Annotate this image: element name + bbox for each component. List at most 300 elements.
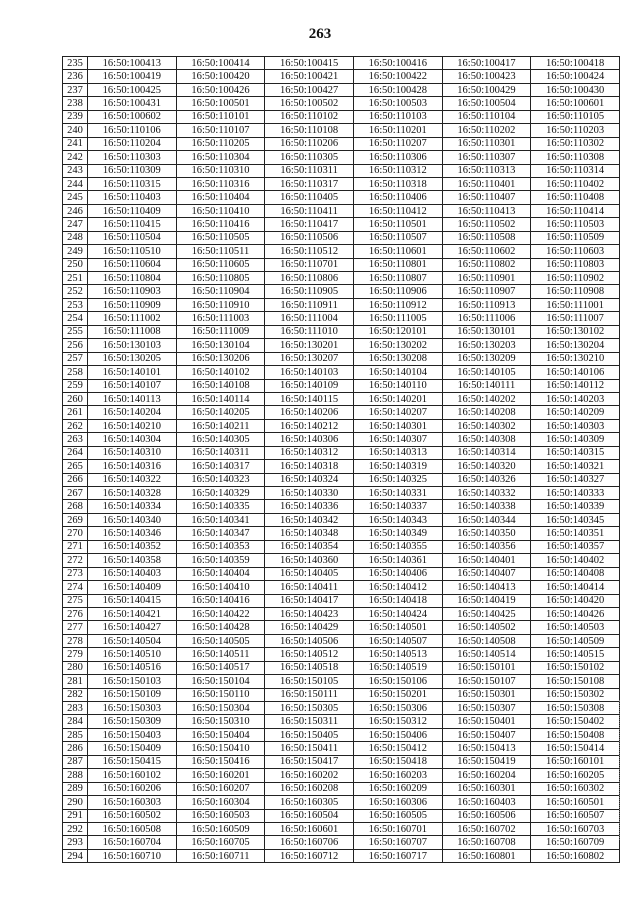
cadastral-number-cell: 16:50:150101 xyxy=(442,661,531,674)
table-row xyxy=(63,298,620,311)
cadastral-number-cell: 16:50:140414 xyxy=(531,581,620,594)
cadastral-number-cell: 16:50:160509 xyxy=(176,822,265,835)
cadastral-number-cell: 16:50:140307 xyxy=(353,433,442,446)
cadastral-number-cell: 16:50:111010 xyxy=(265,325,354,338)
row-number-cell: 245 xyxy=(63,191,88,204)
cadastral-number-cell: 16:50:140422 xyxy=(176,607,265,620)
cadastral-number-cell: 16:50:160202 xyxy=(265,769,354,782)
cadastral-number-cell: 16:50:150409 xyxy=(88,742,177,755)
cadastral-number-cell: 16:50:140509 xyxy=(531,634,620,647)
cadastral-number-cell: 16:50:150308 xyxy=(531,702,620,715)
table-row xyxy=(63,191,620,204)
cadastral-number-cell: 16:50:110503 xyxy=(531,218,620,231)
cadastral-number-cell: 16:50:150416 xyxy=(176,755,265,768)
cadastral-number-cell: 16:50:140511 xyxy=(176,648,265,661)
cadastral-number-cell: 16:50:140334 xyxy=(88,500,177,513)
cadastral-number-cell: 16:50:140429 xyxy=(265,621,354,634)
cadastral-number-cell: 16:50:150310 xyxy=(176,715,265,728)
cadastral-number-cell: 16:50:140351 xyxy=(531,527,620,540)
cadastral-number-cell: 16:50:110317 xyxy=(265,177,354,190)
cadastral-number-cell: 16:50:140405 xyxy=(265,567,354,580)
cadastral-number-cell: 16:50:150108 xyxy=(531,675,620,688)
cadastral-number-cell: 16:50:140314 xyxy=(442,446,531,459)
cadastral-number-cell: 16:50:150106 xyxy=(353,675,442,688)
table-row xyxy=(63,728,620,741)
cadastral-number-cell: 16:50:100420 xyxy=(176,70,265,83)
table-row xyxy=(63,392,620,405)
cadastral-number-cell: 16:50:110318 xyxy=(353,177,442,190)
cadastral-number-cell: 16:50:150306 xyxy=(353,702,442,715)
row-number-cell: 260 xyxy=(63,392,88,405)
scan-margin-marks xyxy=(619,700,638,840)
row-number-cell: 254 xyxy=(63,312,88,325)
cadastral-number-cell: 16:50:140115 xyxy=(265,392,354,405)
cadastral-number-cell: 16:50:130201 xyxy=(265,339,354,352)
cadastral-number-cell: 16:50:150403 xyxy=(88,728,177,741)
cadastral-number-cell: 16:50:140360 xyxy=(265,554,354,567)
cadastral-number-cell: 16:50:150201 xyxy=(353,688,442,701)
cadastral-number-cell: 16:50:160708 xyxy=(442,836,531,849)
cadastral-number-cell: 16:50:110701 xyxy=(265,258,354,271)
cadastral-number-cell: 16:50:110415 xyxy=(88,218,177,231)
cadastral-number-cell: 16:50:160712 xyxy=(265,849,354,862)
cadastral-number-cell: 16:50:110605 xyxy=(176,258,265,271)
cadastral-number-cell: 16:50:110905 xyxy=(265,285,354,298)
cadastral-number-cell: 16:50:160702 xyxy=(442,822,531,835)
table-row xyxy=(63,500,620,513)
row-number-cell: 280 xyxy=(63,661,88,674)
cadastral-number-cell: 16:50:140310 xyxy=(88,446,177,459)
cadastral-number-cell: 16:50:120101 xyxy=(353,325,442,338)
cadastral-number-cell: 16:50:140202 xyxy=(442,392,531,405)
cadastral-number-cell: 16:50:160201 xyxy=(176,769,265,782)
cadastral-number-cell: 16:50:110306 xyxy=(353,151,442,164)
cadastral-number-cell: 16:50:140507 xyxy=(353,634,442,647)
cadastral-number-cell: 16:50:150408 xyxy=(531,728,620,741)
cadastral-number-cell: 16:50:140112 xyxy=(531,379,620,392)
cadastral-number-cell: 16:50:140205 xyxy=(176,406,265,419)
cadastral-number-cell: 16:50:140331 xyxy=(353,487,442,500)
cadastral-number-cell: 16:50:140330 xyxy=(265,487,354,500)
cadastral-number-cell: 16:50:110205 xyxy=(176,137,265,150)
row-number-cell: 258 xyxy=(63,366,88,379)
cadastral-number-cell: 16:50:140419 xyxy=(442,594,531,607)
cadastral-number-cell: 16:50:111002 xyxy=(88,312,177,325)
cadastral-number-cell: 16:50:110411 xyxy=(265,204,354,217)
row-number-cell: 238 xyxy=(63,97,88,110)
row-number-cell: 264 xyxy=(63,446,88,459)
cadastral-number-cell: 16:50:160208 xyxy=(265,782,354,795)
cadastral-number-cell: 16:50:111009 xyxy=(176,325,265,338)
cadastral-number-cell: 16:50:140402 xyxy=(531,554,620,567)
cadastral-number-cell: 16:50:110309 xyxy=(88,164,177,177)
table-row xyxy=(63,406,620,419)
table-row xyxy=(63,272,620,285)
cadastral-number-cell: 16:50:150107 xyxy=(442,675,531,688)
cadastral-number-cell: 16:50:140353 xyxy=(176,540,265,553)
cadastral-number-cell: 16:50:111008 xyxy=(88,325,177,338)
row-number-cell: 262 xyxy=(63,419,88,432)
cadastral-number-cell: 16:50:130206 xyxy=(176,352,265,365)
cadastral-number-cell: 16:50:110314 xyxy=(531,164,620,177)
cadastral-number-cell: 16:50:130104 xyxy=(176,339,265,352)
cadastral-number-cell: 16:50:110304 xyxy=(176,151,265,164)
cadastral-number-cell: 16:50:140427 xyxy=(88,621,177,634)
cadastral-number-cell: 16:50:150302 xyxy=(531,688,620,701)
cadastral-number-cell: 16:50:140311 xyxy=(176,446,265,459)
cadastral-number-cell: 16:50:150412 xyxy=(353,742,442,755)
cadastral-number-cell: 16:50:140313 xyxy=(353,446,442,459)
cadastral-number-cell: 16:50:140346 xyxy=(88,527,177,540)
cadastral-number-cell: 16:50:100429 xyxy=(442,83,531,96)
row-number-cell: 259 xyxy=(63,379,88,392)
table-row xyxy=(63,796,620,809)
cadastral-number-cell: 16:50:160302 xyxy=(531,782,620,795)
cadastral-number-cell: 16:50:160710 xyxy=(88,849,177,862)
row-number-cell: 249 xyxy=(63,245,88,258)
row-number-cell: 267 xyxy=(63,487,88,500)
cadastral-number-cell: 16:50:140319 xyxy=(353,460,442,473)
row-number-cell: 281 xyxy=(63,675,88,688)
table-row xyxy=(63,379,620,392)
cadastral-number-cell: 16:50:110408 xyxy=(531,191,620,204)
cadastral-number-cell: 16:50:110904 xyxy=(176,285,265,298)
cadastral-number-cell: 16:50:160701 xyxy=(353,822,442,835)
cadastral-number-cell: 16:50:111001 xyxy=(531,298,620,311)
cadastral-number-cell: 16:50:110604 xyxy=(88,258,177,271)
cadastral-number-cell: 16:50:150415 xyxy=(88,755,177,768)
table-row xyxy=(63,218,620,231)
cadastral-number-cell: 16:50:160717 xyxy=(353,849,442,862)
table-row xyxy=(63,607,620,620)
cadastral-number-cell: 16:50:140357 xyxy=(531,540,620,553)
table-row xyxy=(63,97,620,110)
cadastral-number-cell: 16:50:150309 xyxy=(88,715,177,728)
cadastral-number-cell: 16:50:140501 xyxy=(353,621,442,634)
cadastral-number-cell: 16:50:100428 xyxy=(353,83,442,96)
cadastral-number-cell: 16:50:110404 xyxy=(176,191,265,204)
cadastral-number-cell: 16:50:140114 xyxy=(176,392,265,405)
cadastral-number-cell: 16:50:160203 xyxy=(353,769,442,782)
cadastral-number-cell: 16:50:110906 xyxy=(353,285,442,298)
cadastral-number-cell: 16:50:110804 xyxy=(88,272,177,285)
row-number-cell: 253 xyxy=(63,298,88,311)
row-number-cell: 284 xyxy=(63,715,88,728)
cadastral-number-cell: 16:50:160304 xyxy=(176,796,265,809)
cadastral-number-cell: 16:50:140359 xyxy=(176,554,265,567)
cadastral-number-cell: 16:50:100423 xyxy=(442,70,531,83)
row-number-cell: 275 xyxy=(63,594,88,607)
cadastral-number-cell: 16:50:110907 xyxy=(442,285,531,298)
table-row xyxy=(63,702,620,715)
cadastral-number-cell: 16:50:160508 xyxy=(88,822,177,835)
table-row xyxy=(63,204,620,217)
cadastral-number-cell: 16:50:140354 xyxy=(265,540,354,553)
cadastral-number-cell: 16:50:150312 xyxy=(353,715,442,728)
cadastral-number-cell: 16:50:100601 xyxy=(531,97,620,110)
cadastral-number-cell: 16:50:110405 xyxy=(265,191,354,204)
cadastral-number-cell: 16:50:140305 xyxy=(176,433,265,446)
cadastral-number-cell: 16:50:140328 xyxy=(88,487,177,500)
cadastral-number-cell: 16:50:110402 xyxy=(531,177,620,190)
row-number-cell: 269 xyxy=(63,513,88,526)
cadastral-number-cell: 16:50:140407 xyxy=(442,567,531,580)
row-number-cell: 288 xyxy=(63,769,88,782)
cadastral-number-cell: 16:50:100427 xyxy=(265,83,354,96)
cadastral-number-cell: 16:50:100426 xyxy=(176,83,265,96)
cadastral-number-cell: 16:50:160504 xyxy=(265,809,354,822)
cadastral-number-cell: 16:50:140428 xyxy=(176,621,265,634)
cadastral-number-cell: 16:50:140518 xyxy=(265,661,354,674)
table-row xyxy=(63,648,620,661)
cadastral-number-cell: 16:50:110406 xyxy=(353,191,442,204)
cadastral-number-cell: 16:50:140308 xyxy=(442,433,531,446)
cadastral-number-cell: 16:50:110602 xyxy=(442,245,531,258)
cadastral-number-cell: 16:50:110104 xyxy=(442,110,531,123)
cadastral-number-cell: 16:50:110311 xyxy=(265,164,354,177)
cadastral-number-cell: 16:50:160507 xyxy=(531,809,620,822)
cadastral-number-cell: 16:50:110312 xyxy=(353,164,442,177)
row-number-cell: 276 xyxy=(63,607,88,620)
cadastral-number-cell: 16:50:110504 xyxy=(88,231,177,244)
row-number-cell: 277 xyxy=(63,621,88,634)
cadastral-number-cell: 16:50:110202 xyxy=(442,124,531,137)
cadastral-number-cell: 16:50:140329 xyxy=(176,487,265,500)
cadastral-number-cell: 16:50:140327 xyxy=(531,473,620,486)
table-row xyxy=(63,151,620,164)
cadastral-number-cell: 16:50:130205 xyxy=(88,352,177,365)
cadastral-number-cell: 16:50:150414 xyxy=(531,742,620,755)
cadastral-number-cell: 16:50:140107 xyxy=(88,379,177,392)
cadastral-number-cell: 16:50:150404 xyxy=(176,728,265,741)
cadastral-number-cell: 16:50:130202 xyxy=(353,339,442,352)
row-number-cell: 287 xyxy=(63,755,88,768)
cadastral-number-cell: 16:50:140345 xyxy=(531,513,620,526)
cadastral-number-cell: 16:50:110911 xyxy=(265,298,354,311)
cadastral-number-cell: 16:50:130207 xyxy=(265,352,354,365)
cadastral-number-cell: 16:50:150418 xyxy=(353,755,442,768)
table-row xyxy=(63,567,620,580)
cadastral-number-cell: 16:50:140104 xyxy=(353,366,442,379)
cadastral-number-cell: 16:50:140343 xyxy=(353,513,442,526)
cadastral-number-cell: 16:50:140510 xyxy=(88,648,177,661)
table-row xyxy=(63,675,620,688)
cadastral-number-cell: 16:50:110414 xyxy=(531,204,620,217)
cadastral-number-cell: 16:50:140426 xyxy=(531,607,620,620)
cadastral-number-cell: 16:50:110403 xyxy=(88,191,177,204)
cadastral-number-cell: 16:50:111004 xyxy=(265,312,354,325)
table-row xyxy=(63,137,620,150)
cadastral-number-cell: 16:50:110313 xyxy=(442,164,531,177)
cadastral-number-cell: 16:50:140502 xyxy=(442,621,531,634)
cadastral-number-cell: 16:50:100418 xyxy=(531,57,620,70)
table-row xyxy=(63,110,620,123)
cadastral-number-cell: 16:50:100414 xyxy=(176,57,265,70)
row-number-cell: 246 xyxy=(63,204,88,217)
cadastral-number-cell: 16:50:150103 xyxy=(88,675,177,688)
cadastral-number-cell: 16:50:140339 xyxy=(531,500,620,513)
cadastral-number-cell: 16:50:100416 xyxy=(353,57,442,70)
cadastral-number-cell: 16:50:140323 xyxy=(176,473,265,486)
cadastral-number-cell: 16:50:140519 xyxy=(353,661,442,674)
row-number-cell: 272 xyxy=(63,554,88,567)
cadastral-number-cell: 16:50:110302 xyxy=(531,137,620,150)
cadastral-number-cell: 16:50:140355 xyxy=(353,540,442,553)
table-body xyxy=(63,57,620,863)
cadastral-number-cell: 16:50:140425 xyxy=(442,607,531,620)
cadastral-number-cell: 16:50:140344 xyxy=(442,513,531,526)
table-row xyxy=(63,540,620,553)
cadastral-number-cell: 16:50:100431 xyxy=(88,97,177,110)
cadastral-number-cell: 16:50:130208 xyxy=(353,352,442,365)
cadastral-number-cell: 16:50:140113 xyxy=(88,392,177,405)
table-row xyxy=(63,634,620,647)
cadastral-number-cell: 16:50:111007 xyxy=(531,312,620,325)
cadastral-number-cell: 16:50:160709 xyxy=(531,836,620,849)
cadastral-number-cell: 16:50:150311 xyxy=(265,715,354,728)
cadastral-number-cell: 16:50:140338 xyxy=(442,500,531,513)
cadastral-number-cell: 16:50:140316 xyxy=(88,460,177,473)
cadastral-number-cell: 16:50:140410 xyxy=(176,581,265,594)
cadastral-number-cell: 16:50:150111 xyxy=(265,688,354,701)
cadastral-number-cell: 16:50:110910 xyxy=(176,298,265,311)
cadastral-number-cell: 16:50:140315 xyxy=(531,446,620,459)
cadastral-number-cell: 16:50:110508 xyxy=(442,231,531,244)
cadastral-number-cell: 16:50:140333 xyxy=(531,487,620,500)
table-row xyxy=(63,594,620,607)
cadastral-number-cell: 16:50:110413 xyxy=(442,204,531,217)
row-number-cell: 270 xyxy=(63,527,88,540)
cadastral-number-cell: 16:50:111003 xyxy=(176,312,265,325)
cadastral-number-cell: 16:50:140111 xyxy=(442,379,531,392)
cadastral-number-cell: 16:50:110401 xyxy=(442,177,531,190)
cadastral-number-cell: 16:50:110908 xyxy=(531,285,620,298)
cadastral-number-cell: 16:50:140105 xyxy=(442,366,531,379)
cadastral-number-cell: 16:50:140406 xyxy=(353,567,442,580)
cadastral-number-cell: 16:50:110506 xyxy=(265,231,354,244)
cadastral-number-cell: 16:50:140312 xyxy=(265,446,354,459)
row-number-cell: 278 xyxy=(63,634,88,647)
cadastral-number-cell: 16:50:160703 xyxy=(531,822,620,835)
cadastral-number-cell: 16:50:160705 xyxy=(176,836,265,849)
cadastral-number-cell: 16:50:100502 xyxy=(265,97,354,110)
cadastral-number-cell: 16:50:100501 xyxy=(176,97,265,110)
row-number-cell: 255 xyxy=(63,325,88,338)
cadastral-number-cell: 16:50:130103 xyxy=(88,339,177,352)
cadastral-number-cell: 16:50:110308 xyxy=(531,151,620,164)
cadastral-number-cell: 16:50:140358 xyxy=(88,554,177,567)
cadastral-number-cell: 16:50:160506 xyxy=(442,809,531,822)
row-number-cell: 294 xyxy=(63,849,88,862)
cadastral-number-cell: 16:50:110502 xyxy=(442,218,531,231)
row-number-cell: 292 xyxy=(63,822,88,835)
table-row xyxy=(63,715,620,728)
cadastral-number-cell: 16:50:140408 xyxy=(531,567,620,580)
table-row xyxy=(63,822,620,835)
table-row xyxy=(63,527,620,540)
cadastral-number-cell: 16:50:110206 xyxy=(265,137,354,150)
cadastral-number-cell: 16:50:140304 xyxy=(88,433,177,446)
cadastral-number-cell: 16:50:140336 xyxy=(265,500,354,513)
table-row xyxy=(63,782,620,795)
cadastral-number-cell: 16:50:110310 xyxy=(176,164,265,177)
cadastral-number-cell: 16:50:110201 xyxy=(353,124,442,137)
cadastral-number-cell: 16:50:140356 xyxy=(442,540,531,553)
cadastral-number-cell: 16:50:140347 xyxy=(176,527,265,540)
cadastral-number-cell: 16:50:140413 xyxy=(442,581,531,594)
cadastral-number-cell: 16:50:140108 xyxy=(176,379,265,392)
table-row xyxy=(63,70,620,83)
cadastral-number-cell: 16:50:110603 xyxy=(531,245,620,258)
cadastral-number-cell: 16:50:110106 xyxy=(88,124,177,137)
cadastral-number-cell: 16:50:160205 xyxy=(531,769,620,782)
cadastral-number-cell: 16:50:150104 xyxy=(176,675,265,688)
cadastral-number-cell: 16:50:110909 xyxy=(88,298,177,311)
cadastral-number-cell: 16:50:140420 xyxy=(531,594,620,607)
cadastral-number-cell: 16:50:110501 xyxy=(353,218,442,231)
cadastral-number-cell: 16:50:140204 xyxy=(88,406,177,419)
cadastral-number-cell: 16:50:140340 xyxy=(88,513,177,526)
cadastral-number-cell: 16:50:140517 xyxy=(176,661,265,674)
cadastral-number-cell: 16:50:100417 xyxy=(442,57,531,70)
cadastral-number-cell: 16:50:100421 xyxy=(265,70,354,83)
table-row xyxy=(63,245,620,258)
cadastral-number-cell: 16:50:160209 xyxy=(353,782,442,795)
row-number-cell: 241 xyxy=(63,137,88,150)
cadastral-number-cell: 16:50:140106 xyxy=(531,366,620,379)
cadastral-number-cell: 16:50:110509 xyxy=(531,231,620,244)
cadastral-number-cell: 16:50:110204 xyxy=(88,137,177,150)
row-number-cell: 279 xyxy=(63,648,88,661)
cadastral-number-cell: 16:50:110505 xyxy=(176,231,265,244)
cadastral-number-cell: 16:50:140301 xyxy=(353,419,442,432)
cadastral-number-cell: 16:50:140409 xyxy=(88,581,177,594)
cadastral-number-cell: 16:50:150307 xyxy=(442,702,531,715)
row-number-cell: 263 xyxy=(63,433,88,446)
cadastral-number-cell: 16:50:140320 xyxy=(442,460,531,473)
cadastral-number-cell: 16:50:140318 xyxy=(265,460,354,473)
cadastral-number-cell: 16:50:110303 xyxy=(88,151,177,164)
row-number-cell: 290 xyxy=(63,796,88,809)
row-number-cell: 236 xyxy=(63,70,88,83)
row-number-cell: 257 xyxy=(63,352,88,365)
table-row xyxy=(63,809,620,822)
cadastral-number-cell: 16:50:100422 xyxy=(353,70,442,83)
cadastral-number-cell: 16:50:130101 xyxy=(442,325,531,338)
cadastral-number-cell: 16:50:140302 xyxy=(442,419,531,432)
cadastral-number-cell: 16:50:130203 xyxy=(442,339,531,352)
cadastral-number-cell: 16:50:160102 xyxy=(88,769,177,782)
cadastral-number-cell: 16:50:150401 xyxy=(442,715,531,728)
cadastral-number-cell: 16:50:160501 xyxy=(531,796,620,809)
cadastral-number-cell: 16:50:111006 xyxy=(442,312,531,325)
cadastral-number-cell: 16:50:140324 xyxy=(265,473,354,486)
table-row xyxy=(63,366,620,379)
cadastral-number-cell: 16:50:110307 xyxy=(442,151,531,164)
cadastral-number-cell: 16:50:140337 xyxy=(353,500,442,513)
cadastral-number-cell: 16:50:110601 xyxy=(353,245,442,258)
cadastral-number-cell: 16:50:110207 xyxy=(353,137,442,150)
cadastral-number-cell: 16:50:140403 xyxy=(88,567,177,580)
table-row xyxy=(63,231,620,244)
table-row xyxy=(63,513,620,526)
row-number-cell: 286 xyxy=(63,742,88,755)
cadastral-number-cell: 16:50:150405 xyxy=(265,728,354,741)
cadastral-number-cell: 16:50:110105 xyxy=(531,110,620,123)
cadastral-number-cell: 16:50:150419 xyxy=(442,755,531,768)
cadastral-number-cell: 16:50:160502 xyxy=(88,809,177,822)
cadastral-number-cell: 16:50:160206 xyxy=(88,782,177,795)
